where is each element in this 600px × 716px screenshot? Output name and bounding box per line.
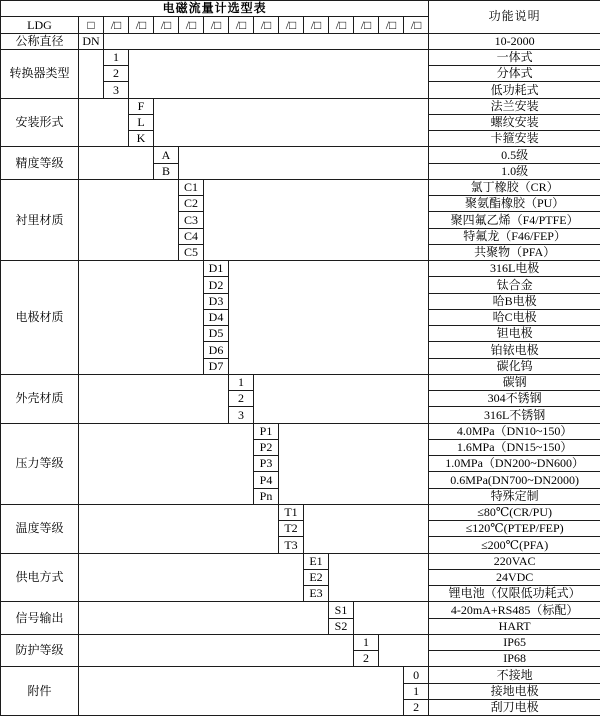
empty-cell [104, 33, 429, 49]
group-row [1, 634, 600, 650]
empty-cell [279, 423, 429, 504]
desc-cell: 哈B电极 [429, 293, 600, 309]
code-cell: C1 [179, 179, 204, 195]
desc-cell: 220VAC [429, 553, 600, 569]
model-slot-box: /□ [279, 17, 304, 33]
desc-cell: 4-20mA+RS485（标配） [429, 602, 600, 618]
model-slot-box: /□ [254, 17, 279, 33]
code-cell: 1 [354, 634, 379, 650]
code-cell: P3 [254, 456, 279, 472]
desc-cell: ≤200℃(PFA) [429, 537, 600, 553]
group-row [1, 553, 600, 569]
code-cell: 2 [404, 699, 429, 715]
code-cell: P1 [254, 423, 279, 439]
code-cell: D1 [204, 261, 229, 277]
category-label: 温度等级 [1, 504, 79, 553]
empty-cell [154, 98, 429, 147]
desc-cell: 10-2000 [429, 33, 600, 49]
model-slot-box: /□ [329, 17, 354, 33]
code-cell: 1 [404, 683, 429, 699]
desc-cell: 螺纹安装 [429, 114, 600, 130]
empty-cell [354, 602, 429, 635]
desc-cell: 刮刀电极 [429, 699, 600, 715]
model-slot-box: /□ [104, 17, 129, 33]
code-cell: F [129, 98, 154, 114]
code-cell: S2 [329, 618, 354, 634]
desc-cell: 聚氨酯橡胶（PU） [429, 196, 600, 212]
desc-cell: ≤120℃(PTEP/FEP) [429, 521, 600, 537]
desc-cell: 卡箍安装 [429, 131, 600, 147]
empty-cell [79, 147, 154, 180]
desc-cell: 特殊定制 [429, 488, 600, 504]
desc-cell: 锂电池（仅限低功耗式） [429, 586, 600, 602]
model-slot-box: /□ [179, 17, 204, 33]
desc-cell: 碳化钨 [429, 358, 600, 374]
code-cell: 2 [104, 66, 129, 82]
desc-cell: IP68 [429, 651, 600, 667]
code-cell: 1 [229, 374, 254, 390]
group-row [1, 374, 600, 390]
category-label: 转换器类型 [1, 49, 79, 98]
desc-cell: 分体式 [429, 66, 600, 82]
code-cell: D7 [204, 358, 229, 374]
empty-cell [79, 98, 129, 147]
code-cell: T2 [279, 521, 304, 537]
category-label: 供电方式 [1, 553, 79, 602]
desc-cell: 0.6MPa(DN700~DN2000) [429, 472, 600, 488]
code-cell: C2 [179, 196, 204, 212]
desc-cell: 钛合金 [429, 277, 600, 293]
code-cell: P2 [254, 439, 279, 455]
empty-cell [379, 634, 429, 667]
category-label: 附件 [1, 667, 79, 716]
category-label: 外壳材质 [1, 374, 79, 423]
code-cell: S1 [329, 602, 354, 618]
model-slot-box: /□ [379, 17, 404, 33]
code-cell: E3 [304, 586, 329, 602]
table-title: 电磁流量计选型表 [1, 1, 429, 17]
empty-cell [79, 261, 204, 375]
category-label: 防护等级 [1, 634, 79, 667]
empty-cell [79, 553, 304, 602]
empty-cell [79, 179, 179, 260]
desc-cell: 24VDC [429, 569, 600, 585]
desc-cell: ≤80℃(CR/PU) [429, 504, 600, 520]
code-cell: 2 [354, 651, 379, 667]
function-column-header: 功能说明 [429, 1, 600, 34]
code-cell: T3 [279, 537, 304, 553]
desc-cell: HART [429, 618, 600, 634]
empty-cell [179, 147, 429, 180]
group-row [1, 261, 600, 277]
code-cell: A [154, 147, 179, 163]
code-cell: 0 [404, 667, 429, 683]
desc-cell: IP65 [429, 634, 600, 650]
code-cell: C4 [179, 228, 204, 244]
code-cell: P4 [254, 472, 279, 488]
desc-cell: 不接地 [429, 667, 600, 683]
desc-cell: 低功耗式 [429, 82, 600, 98]
empty-cell [129, 49, 429, 98]
group-row [1, 33, 600, 49]
desc-cell: 钽电极 [429, 326, 600, 342]
model-slot-box: /□ [404, 17, 429, 33]
category-label: 压力等级 [1, 423, 79, 504]
group-row [1, 49, 600, 65]
code-cell: D5 [204, 326, 229, 342]
empty-cell [79, 634, 354, 667]
empty-cell [304, 504, 429, 553]
model-slot-box: /□ [129, 17, 154, 33]
model-prefix: LDG [1, 17, 79, 33]
empty-cell [329, 553, 429, 602]
code-cell: 3 [229, 407, 254, 423]
desc-cell: 特氟龙（F46/FEP） [429, 228, 600, 244]
desc-cell: 铂铱电极 [429, 342, 600, 358]
code-cell: L [129, 114, 154, 130]
model-slot-box: /□ [304, 17, 329, 33]
code-cell: 2 [229, 391, 254, 407]
desc-cell: 一体式 [429, 49, 600, 65]
category-label: 电极材质 [1, 261, 79, 375]
group-row [1, 98, 600, 114]
desc-cell: 接地电极 [429, 683, 600, 699]
empty-cell [79, 667, 404, 716]
desc-cell: 法兰安装 [429, 98, 600, 114]
code-cell: E2 [304, 569, 329, 585]
code-cell: C3 [179, 212, 204, 228]
category-label: 安装形式 [1, 98, 79, 147]
model-slot-box: /□ [154, 17, 179, 33]
code-cell: T1 [279, 504, 304, 520]
code-cell: 3 [104, 82, 129, 98]
desc-cell: 氯丁橡胶（CR） [429, 179, 600, 195]
category-label: 公称直径 [1, 33, 79, 49]
code-cell: B [154, 163, 179, 179]
desc-cell: 哈C电极 [429, 309, 600, 325]
desc-cell: 共聚物（PFA） [429, 244, 600, 260]
desc-cell: 聚四氟乙烯（F4/PTFE） [429, 212, 600, 228]
code-cell: D6 [204, 342, 229, 358]
code-cell: DN [79, 33, 104, 49]
category-label: 衬里材质 [1, 179, 79, 260]
empty-cell [79, 602, 329, 635]
empty-cell [79, 504, 279, 553]
group-row [1, 423, 600, 439]
empty-cell [254, 374, 429, 423]
desc-cell: 0.5级 [429, 147, 600, 163]
desc-cell: 4.0MPa（DN10~150） [429, 423, 600, 439]
desc-cell: 1.0MPa（DN200~DN600） [429, 456, 600, 472]
desc-cell: 304不锈钢 [429, 391, 600, 407]
category-label: 精度等级 [1, 147, 79, 180]
model-slot-box: /□ [354, 17, 379, 33]
code-cell: D2 [204, 277, 229, 293]
empty-cell [229, 261, 429, 375]
desc-cell: 碳钢 [429, 374, 600, 390]
desc-cell: 316L不锈钢 [429, 407, 600, 423]
group-row [1, 504, 600, 520]
code-cell: K [129, 131, 154, 147]
group-row [1, 667, 600, 683]
code-cell: D3 [204, 293, 229, 309]
code-cell: D4 [204, 309, 229, 325]
model-slot-box: /□ [204, 17, 229, 33]
desc-cell: 1.0级 [429, 163, 600, 179]
code-cell: Pn [254, 488, 279, 504]
desc-cell: 1.6MPa（DN15~150） [429, 439, 600, 455]
desc-cell: 316L电极 [429, 261, 600, 277]
group-row [1, 147, 600, 163]
code-cell: E1 [304, 553, 329, 569]
group-row [1, 179, 600, 195]
code-cell: C5 [179, 244, 204, 260]
title-row [1, 1, 600, 17]
empty-cell [79, 423, 254, 504]
model-base-box: □ [79, 17, 104, 33]
empty-cell [79, 374, 229, 423]
category-label: 信号输出 [1, 602, 79, 635]
group-row [1, 602, 600, 618]
code-cell: 1 [104, 49, 129, 65]
empty-cell [79, 49, 104, 98]
model-slot-box: /□ [229, 17, 254, 33]
empty-cell [204, 179, 429, 260]
